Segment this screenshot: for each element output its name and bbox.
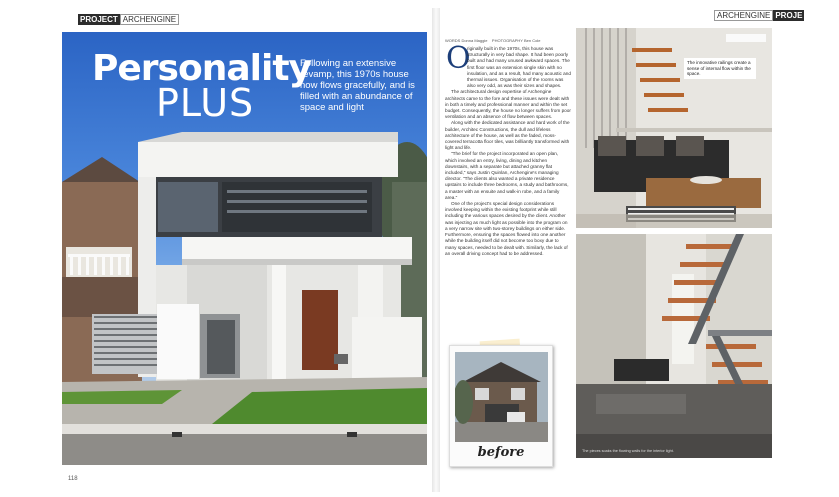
drop-cap: O [446,41,471,76]
headline-personality: Personality [92,48,311,89]
section-tag-archengine: ARCHENGINE [120,14,179,25]
article-paragraph: riginally built in the 1970s, this house was structurally in very bad shape. It had been poorly built and had many unused awkward spaces. The first floor was an extension single skin with no insulation, and as a result, had many acoustic and thermal issues. Organisation of the rooms was also very odd, as was their sizes and shapes. [467,46,571,89]
section-tag-project: PROJECT [80,15,118,24]
staircase-photo [576,234,772,458]
article-body [445,41,571,257]
section-tag-project-right: PROJE [775,11,803,20]
photo-caption: The pieces soaks the flowing walls for the interior light. [582,449,674,453]
article-paragraph: One of the project's special design considerations involved keeping within the existing footprint while still including the various spaces desired by the client. Another was injecting as much light as possible into the program on a very narrow site with two-storey buildings on either side. Furthermore, ensuring the spaces flowed into one another while the building itself did not become too boxy due to many spaces, needed to be dealt with. Similarly, the lack of an overall driving concept had to be addressed. [445,201,568,256]
standfirst-text: Following an extensive revamp, this 1970s house now flows gracefully, and is filled with an abundance of space and light [300,58,415,113]
article-paragraph: The architectural design expertise of Archengine architects came to the fore and these issues were dealt with in both a timely and professional manner and within the set budget. Consequently, the house no longer suffers from poor ventilation and an absence of flow between spaces. [445,89,571,120]
before-caption: before [477,445,525,460]
page-gutter [432,8,440,492]
section-tag-archengine-right: ARCHENGINE [714,10,773,21]
before-polaroid [449,345,553,467]
headline-plus: PLUS [156,81,255,125]
article-paragraph: "The brief for the project incorporated an open plan, which involved an entry, living, dining and kitchen downstairs, with a separate but attached granny flat included," says Justin Quinlan, Archengine's managing director. "The clients also wanted a private residence upstairs to include three bedrooms, a study and bathrooms, a master with an ensuite and walk-in robe, and a family area." [445,151,569,200]
credits-words: WORDS Donna Maggie [445,38,488,43]
section-tag-right [714,10,804,21]
article-paragraph: Along with the dedicated assistance and hard work of the builder, Architec Constructions, the dull and lifeless architecture of the house, as well as the faded, moss-covered terracotta floor tiles, was brilliantly transformed with light and life. [445,120,570,151]
page-number: 118 [68,476,78,482]
section-tag-left [78,14,179,25]
photo-callout: The innovative railings create a sense of internal flow within the space. [684,58,756,79]
credits-photography: PHOTOGRAPHY Ben Cole [491,38,541,43]
before-house-photo [455,352,548,442]
